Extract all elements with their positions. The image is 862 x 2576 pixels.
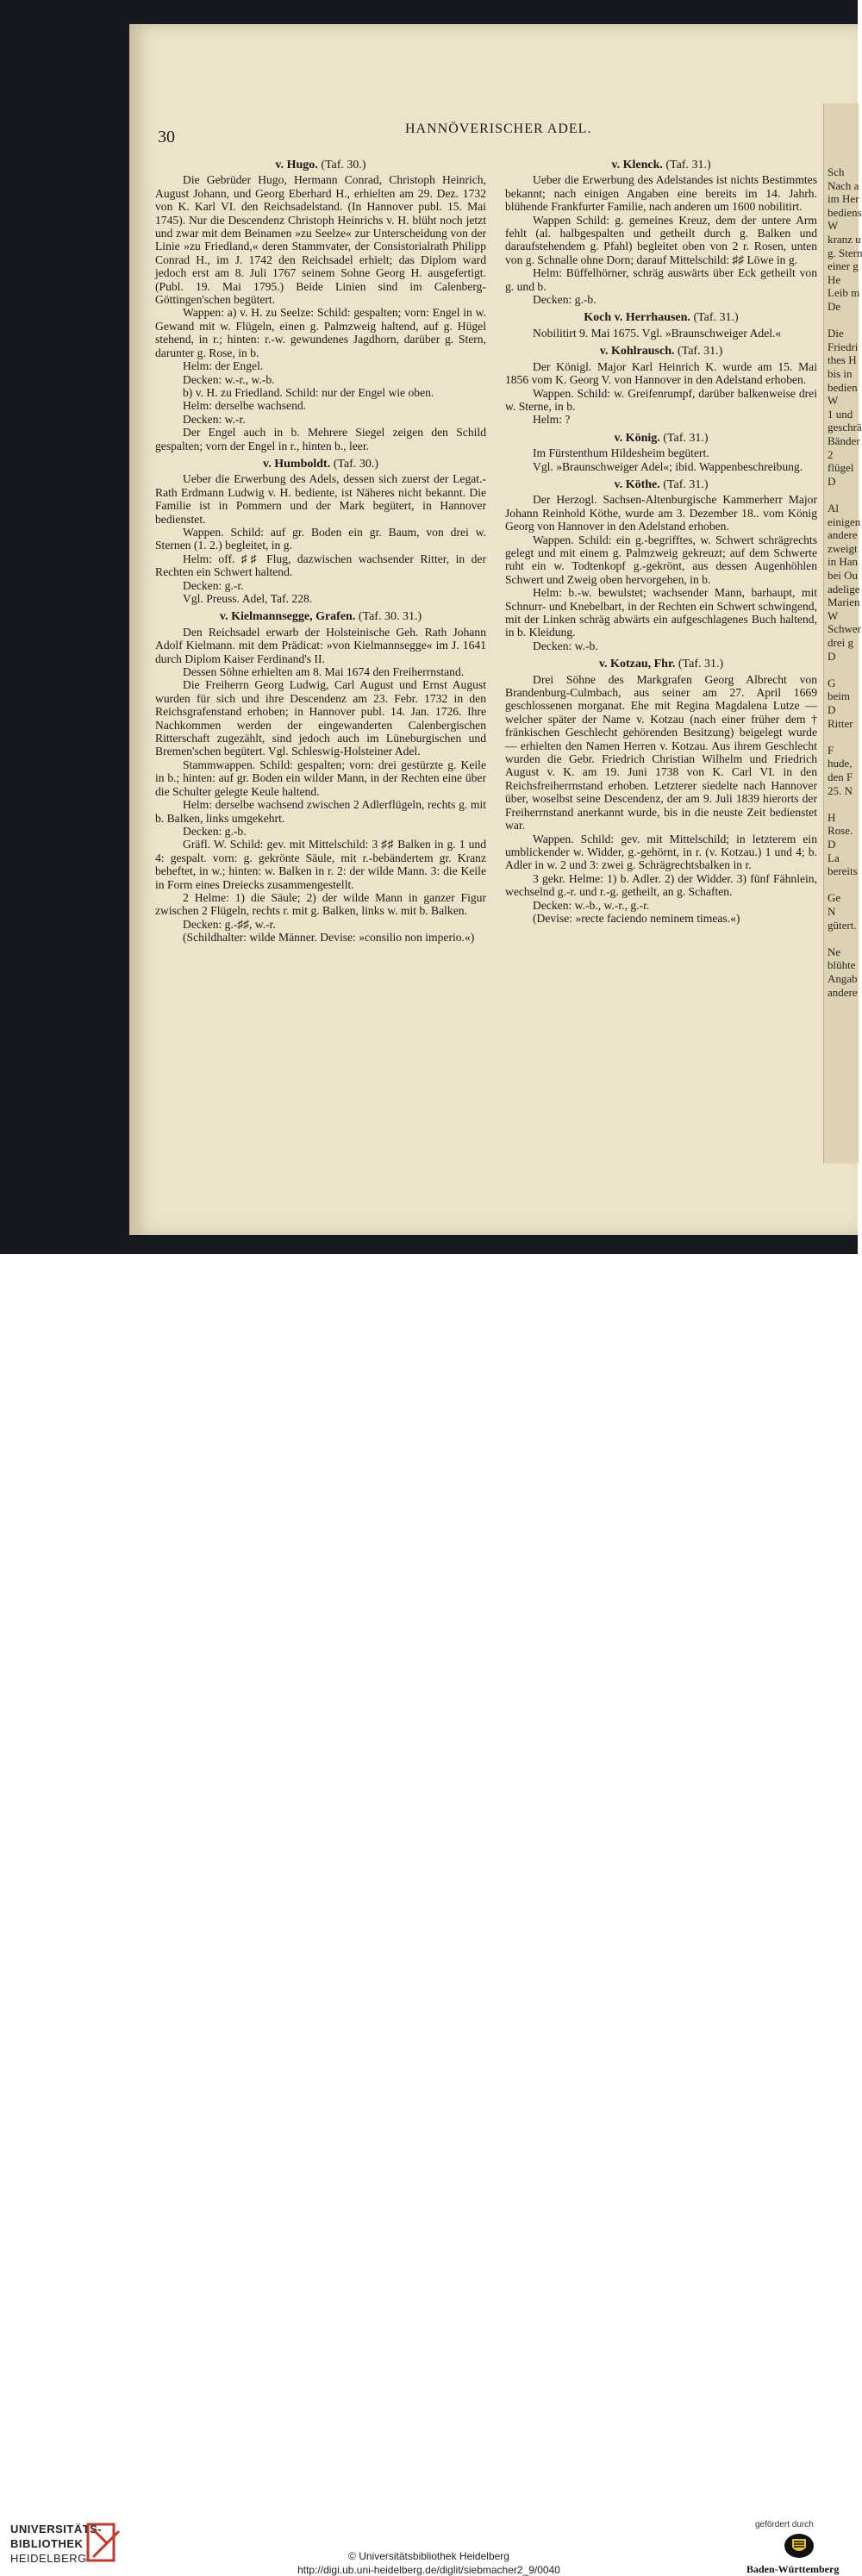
next-page-fragment: Marien <box>828 596 860 609</box>
next-page-fragment: drei g <box>828 636 853 649</box>
next-page-edge <box>823 103 862 1163</box>
entry-heading <box>155 159 486 172</box>
next-page-fragment: Rose. <box>828 824 853 838</box>
entry-paragraph: Helm: der Engel. <box>183 359 264 373</box>
next-page-fragment: Ne <box>828 945 841 958</box>
next-page-fragment: Die <box>828 327 844 340</box>
entry-paragraph: Helm: ? <box>533 413 571 427</box>
entry-paragraph: Decken: g.-b. <box>183 824 247 838</box>
entry-paragraph: Helm: b.-w. bewulstet; wachsender Mann, barhaupt, mit Schnurr- und Knebelbart, in der Rechten ein Schwert schwingend, mit der Linken schräg abwärts ein aufgeschlagenes Buch haltend, in b. Kleidung. <box>505 586 817 639</box>
running-head: HANNÖVERISCHER ADEL. <box>405 122 592 136</box>
institution-line-2: BIBLIOTHEK <box>10 2537 84 2550</box>
entry-paragraph: Helm: Büffelhörner, schräg auswärts über Eck getheilt von g. und b. <box>505 266 817 293</box>
next-page-fragment: 25. N <box>828 783 853 797</box>
next-page-fragment: D <box>828 838 836 851</box>
entry-paragraph: Im Fürstenthum Hildesheim begütert. <box>533 446 709 460</box>
next-page-fragment: flügel <box>828 461 854 475</box>
left-column <box>155 153 486 945</box>
next-page-fragment: G <box>828 676 836 689</box>
entry-paragraph: Stammwappen. Schild: gespalten; vorn: drei gestürzte g. Keile in b.; hinten: auf gr. Boden ein wilder Mann, in der Rechten eine über die Schulter gelegte Keule haltend. <box>155 758 486 798</box>
next-page-fragment: Bänder <box>828 434 860 447</box>
institution-line-3: HEIDELBERG <box>10 2552 87 2565</box>
entry-paragraph: (Devise: »recte faciendo neminem timeas.«) <box>533 911 740 925</box>
footer <box>0 1254 858 2576</box>
funded-by-label: gefördert durch <box>755 2520 814 2529</box>
next-page-fragment: beim <box>828 689 850 703</box>
entry-name: v. Hugo. <box>275 159 318 172</box>
next-page-fragment: 1 und <box>828 407 853 421</box>
entry-paragraph: Decken: g.-b. <box>533 293 597 307</box>
entry-paragraph: Drei Söhne des Markgrafen Georg Albrecht von Brandenburg-Culmbach, aus seiner am 27. April 1669 geschlossenen morganat. Ehe mit Regina Magdalena Lutze — welcher später der Name v. Kotzau (nach einer früher dem † fränkischen Geschlecht gehörenden Besitzung) beigelegt wurde — erhielten den Namen Herren v. Kotzau. Aus ihrem Geschlecht wurden die Gebr. Friedrich Christian Wilhelm und Friedrich August v. K. am 19. Juni 1738 von K. Carl VI. in den Reichsfreiherrnstand erhoben. Letzterer siedelte nach Hannover über, woselbst seine Descendenz, der am 9. Juli 1839 hierorts der Freiherrnstand anerkannt wurde, bis in die neuste Zeit bedienstet war. <box>505 672 817 833</box>
entry-paragraph: Decken: w.-r. <box>183 412 246 426</box>
next-page-fragment: H <box>828 810 836 824</box>
next-page-fragment: gütert. <box>828 918 857 932</box>
entry-heading <box>505 658 817 671</box>
next-page-fragment: D <box>828 649 836 663</box>
entry-paragraph: b) v. H. zu Friedland. Schild: nur der Engel wie oben. <box>183 385 434 399</box>
next-page-fragment: Friedri <box>828 340 859 353</box>
baden-wuerttemberg-seal-icon <box>783 2532 815 2560</box>
entry-paragraph: Decken: w.-r., w.-b. <box>183 372 275 386</box>
entry-paragraph: Die Gebrüder Hugo, Hermann Conrad, Christoph Heinrich, August Johann, und Georg Eberhard H., erhielten am 29. Dez. 1732 von K. Karl VI. den Reichsadelstand. (In Hannover publ. 15. Mai 1745). Nur die Descendenz Christoph Heinrichs v. H. blüht noch jetzt und zwar mit dem Beinamen »zu Seelze« zur Unterscheidung von der Linie »zu Friedland,« deren Stammvater, der Consistorialrath Philipp Conrad H., im J. 1742 den Reichsadel erhielt; das Diplom ward jedoch erst am 8. Juli 1767 seinem Sohne Georg H. ausgefertigt. (Publ. 19. Mai 1795.) Beide Linien sind im Calenberg-Göttingen'schen begütert. <box>155 173 486 307</box>
next-page-fragment: Nach a <box>828 178 859 192</box>
plate-reference: (Taf. 30.) <box>321 159 366 172</box>
entry-name: v. Humboldt. <box>263 457 331 471</box>
plate-reference: (Taf. 30.) <box>333 457 378 471</box>
entry-paragraph: Decken: g.-r. <box>183 578 244 592</box>
entry-heading <box>505 478 817 491</box>
next-page-fragment: bediens <box>828 205 862 219</box>
next-page-fragment: F <box>828 743 834 757</box>
entry-paragraph: Helm: derselbe wachsend zwischen 2 Adlerflügeln, rechts g. mit b. Balken, links umgekehrt. <box>155 798 486 825</box>
page-number: 30 <box>158 128 175 147</box>
next-page-fragment: thes H <box>828 353 857 367</box>
next-page-fragment: 2 <box>828 447 834 461</box>
plate-reference: (Taf. 31.) <box>678 658 724 671</box>
next-page-fragment: andere <box>828 985 858 999</box>
next-page-fragment: Al <box>828 502 839 515</box>
entry-paragraph: Helm: derselbe wachsend. <box>183 399 307 413</box>
next-page-fragment: D <box>828 703 836 716</box>
entry-paragraph: Vgl. »Braunschweiger Adel«; ibid. Wappenbeschreibung. <box>533 459 803 473</box>
next-page-fragment: De <box>828 300 841 313</box>
entry-paragraph: Der Engel auch in b. Mehrere Siegel zeigen den Schild gespalten; vorn der Engel in r., hinten b., leer. <box>155 426 486 452</box>
entry-paragraph: Nobilitirt 9. Mai 1675. Vgl. »Braunschweiger Adel.« <box>533 326 782 340</box>
entry-paragraph: Wappen. Schild: w. Greifenrumpf, darüber balkenweise drei w. Sterne, in b. <box>505 386 817 413</box>
next-page-fragment: blühte <box>828 958 856 972</box>
entry-heading <box>505 311 817 324</box>
next-page-fragment: einigen <box>828 515 861 528</box>
entry-paragraph: Die Freiherrn Georg Ludwig, Carl August und Ernst August wurden für sich und ihre Descendenz am 23. Febr. 1732 in den Reichsgrafenstand erhoben; in Hannover publ. 14. Jan. 1726. Ihre Nachkommen werden der eingewanderten Calenbergischen Ritterschaft zugezählt, sind jedoch auch im Lüneburgischen und Bremen'schen begütert. Vgl. Schleswig-Holsteiner Adel. <box>155 678 486 758</box>
plate-reference: (Taf. 31.) <box>665 159 711 172</box>
entry-paragraph: Wappen. Schild: auf gr. Boden ein gr. Baum, von drei w. Sternen (1. 2.) begleitet, in g. <box>155 525 486 552</box>
next-page-fragment: g. Stern <box>828 246 862 259</box>
next-page-fragment: He <box>828 272 841 286</box>
entry-paragraph: Wappen. Schild: gev. mit Mittelschild; in letzterem ein umblickender w. Widder, g.-gehörnt, in r. (v. Kotzau.) 1 und 4; b. Adler in w. 2 und 3: zwei g. Schrägrechtsbalken in r. <box>505 832 817 872</box>
entry-paragraph: Decken: g.-♯♯, w.-r. <box>183 917 276 931</box>
entry-paragraph: Den Reichsadel erwarb der Holsteinische Geh. Rath Johann Adolf Kielmann. mit dem Prädicat: »von Kielmannsegge« im J. 1641 durch Diplom Kaiser Ferdinand's II. <box>155 625 486 665</box>
next-page-fragment: bis in <box>828 367 853 380</box>
next-page-fragment: W <box>828 219 839 233</box>
entry-paragraph: Ueber die Erwerbung des Adelstandes ist nichts Bestimmtes bekannt; nach einigen Angaben eine bereits im 14. Jahrh. blühende Frankfurter Familie, nach anderen um 1600 nobilitirt. <box>505 173 817 214</box>
plate-reference: (Taf. 31.) <box>663 477 709 491</box>
plate-reference: (Taf. 30. 31.) <box>358 610 422 624</box>
next-page-fragment: bereits <box>828 864 858 878</box>
next-page-fragment: kranz u <box>828 233 861 246</box>
next-page-fragment: N <box>828 905 836 918</box>
entry-paragraph: Wappen: a) v. H. zu Seelze: Schild: gespalten; vorn: Engel in w. Gewand mit w. Flügeln, einen g. Palmzweig haltend, auf g. Hügel stehend, in r.; hinten: r.-w. gewundenes Jagdhorn, darüber g. Stern, darunter g. Rose, in b. <box>155 306 486 359</box>
entry-paragraph: Gräfl. W. Schild: gev. mit Mittelschild: 3 ♯♯ Balken in g. 1 und 4: gespalt. vorn: g. gekrönte Säule, mit r.-bebändertem gr. Kranz beheftet, in w.; hinten: w. Balken in r. 2: der wilde Mann. 3: die Keile in Form eines Dreiecks zusammengestellt. <box>155 838 486 891</box>
next-page-fragment: W <box>828 608 839 622</box>
entry-heading <box>155 610 486 623</box>
entry-heading <box>505 432 817 445</box>
source-url[interactable]: http://digi.ub.uni-heidelberg.de/diglit/siebmacher2_9/0040 <box>297 2564 560 2576</box>
next-page-fragment: W <box>828 394 839 408</box>
entry-paragraph: Wappen Schild: g. gemeines Kreuz, dem der untere Arm fehlt (al. halbgespalten und getheilt durch g. Balken und daraufstehendem g. Pfahl) begleitet oben von 2 r. Rosen, unten von g. Schnalle ohne Dorn; darauf Mittelschild: ♯♯ Löwe in g. <box>505 213 817 266</box>
entry-paragraph: Wappen. Schild: ein g.-begrifftes, w. Schwert schrägrechts gelegt und mit einem g. Palmzweig gekreuzt; auf dem Schwerte ruht ein w. Todtenkopf g.-gekrönt, aus dessen Augenhöhlen Schwert und Zweig oben hervorgehen, in b. <box>505 533 817 586</box>
entry-paragraph: Dessen Söhne erhielten am 8. Mai 1674 den Freiherrnstand. <box>183 665 465 679</box>
next-page-fragment: Angab <box>828 972 858 985</box>
entry-name: Koch v. Herrhausen. <box>584 311 690 325</box>
next-page-fragment: einer g <box>828 259 859 273</box>
next-page-fragment: adelige <box>828 582 860 596</box>
plate-reference: (Taf. 31.) <box>663 431 709 445</box>
entry-paragraph: Helm: off. ♯♯ Flug, dazwischen wachsender Ritter, in der Rechten ein Schwert haltend. <box>155 552 486 579</box>
entry-heading <box>505 159 817 172</box>
next-page-fragment: bedien <box>828 380 858 394</box>
next-page-fragment: Schwer <box>828 622 861 636</box>
entry-name: v. Köthe. <box>614 477 660 491</box>
next-page-fragment: Ge <box>828 891 841 905</box>
entry-paragraph: Ueber die Erwerbung des Adels, dessen sich zuerst der Legat.-Rath Erdmann Ludwig v. H. bediente, ist Näheres nicht bekannt. Die Familie ist in Pommern und der Mark begütert, in Hannover bedienstet. <box>155 472 486 526</box>
entry-paragraph: 2 Helme: 1) die Säule; 2) der wilde Mann in ganzer Figur zwischen 2 Flügeln, rechts r. mit g. Balken, links w. mit b. Balken. <box>155 890 486 918</box>
state-label: Baden-Württemberg <box>746 2563 840 2575</box>
scan-viewer <box>0 0 862 1254</box>
copyright-line: © Universitätsbibliothek Heidelberg <box>348 2550 509 2562</box>
next-page-fragment: andere <box>828 528 858 542</box>
entry-name: v. Kohlrausch. <box>599 345 675 359</box>
entry-heading <box>155 458 486 471</box>
next-page-fragment: in Han <box>828 555 859 569</box>
next-page-fragment: Ritter <box>828 716 853 730</box>
entry-paragraph: Der Herzogl. Sachsen-Altenburgische Kammerherr Major Johann Reinhold Köthe, wurde am 3. Dezember 18.. vom König Georg von Hannover in den Adelstand erhoben. <box>505 493 817 533</box>
entry-name: v. Kotzau, Fhr. <box>598 658 676 671</box>
next-page-fragment: Sch <box>828 165 845 178</box>
entry-name: v. König. <box>614 431 660 445</box>
entry-paragraph: Der Königl. Major Karl Heinrich K. wurde am 15. Mai 1856 vom K. Georg V. von Hannover in den Adelstand erhoben. <box>505 359 817 387</box>
right-column <box>505 153 817 925</box>
next-page-fragment: geschrä <box>828 421 862 434</box>
entry-paragraph: (Schildhalter: wilde Männer. Devise: »consilio non imperio.«) <box>183 931 475 945</box>
plate-reference: (Taf. 31.) <box>677 345 723 359</box>
entry-paragraph: Vgl. Preuss. Adel, Taf. 228. <box>183 592 313 605</box>
entry-heading <box>505 345 817 358</box>
entry-name: v. Klenck. <box>611 159 663 172</box>
plate-reference: (Taf. 31.) <box>693 311 739 325</box>
next-page-fragment: den F <box>828 770 853 783</box>
next-page-fragment: D <box>828 474 836 488</box>
next-page-fragment: im Her <box>828 192 859 206</box>
next-page-fragment: bei Ou <box>828 569 859 582</box>
next-page-fragment: zweigt <box>828 541 858 555</box>
next-page-fragment: hude, <box>828 757 853 770</box>
entry-name: v. Kielmannsegge, Grafen. <box>219 610 356 624</box>
entry-paragraph: Decken: w.-b. <box>533 639 598 652</box>
entry-paragraph: Decken: w.-b., w.-r., g.-r. <box>533 898 650 912</box>
institution-line-1: UNIVERSITÄTS- <box>10 2523 103 2535</box>
entry-paragraph: 3 gekr. Helme: 1) b. Adler. 2) der Widder. 3) fünf Fähnlein, wechselnd g.-r. und r.-g. getheilt, an g. Schaften. <box>505 871 817 899</box>
next-page-fragment: La <box>828 851 840 864</box>
next-page-fragment: Leib m <box>828 286 860 300</box>
